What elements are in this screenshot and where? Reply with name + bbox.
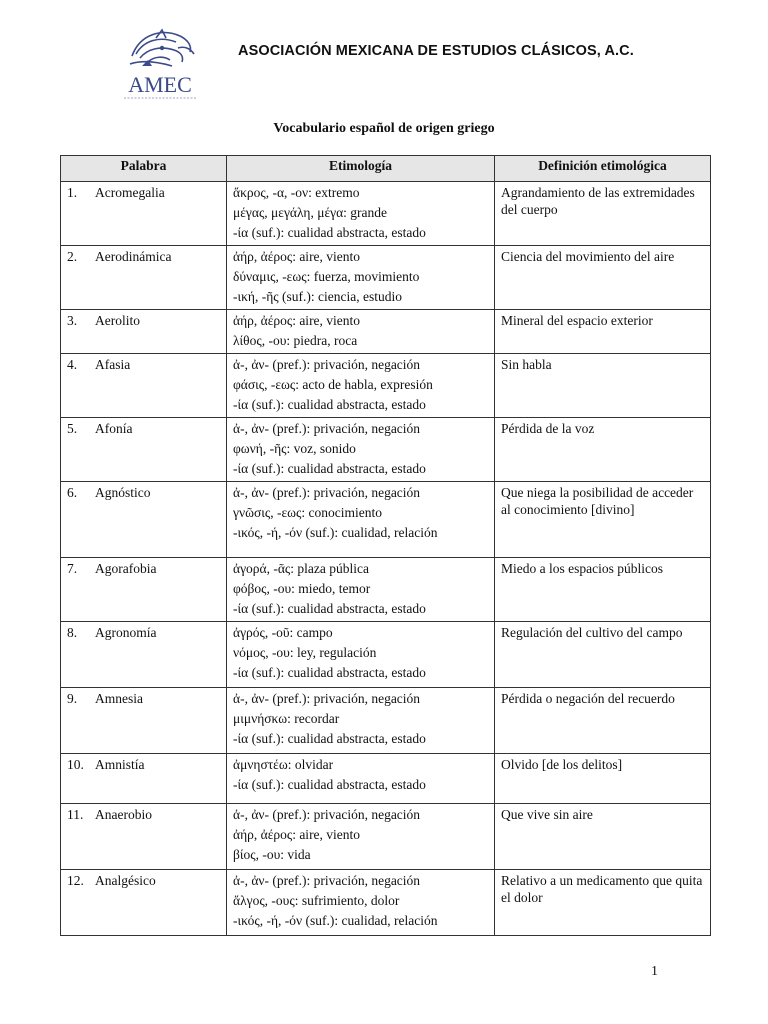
definition-cell: Relativo a un medicamento que quita el dolor [495, 870, 711, 936]
etymology-line: μέγας, μεγάλη, μέγα: grande [233, 205, 388, 220]
etymology-line: -ία (suf.): cualidad abstracta, estado [233, 665, 426, 680]
definition-cell: Pérdida de la voz [495, 418, 711, 482]
etymology-line: δύναμις, -εως: fuerza, movimiento [233, 269, 420, 284]
entry-word: Agronomía [95, 625, 157, 640]
etymology-line: -ία (suf.): cualidad abstracta, estado [233, 731, 426, 746]
word-cell [61, 870, 227, 936]
table-row [61, 804, 711, 870]
etymology-line: νόμος, -ου: ley, regulación [233, 645, 377, 660]
word-cell [61, 482, 227, 558]
word-cell [61, 182, 227, 246]
etymology-cell [227, 754, 495, 804]
etymology-line: φόβος, -ου: miedo, temor [233, 581, 371, 596]
table-row [61, 754, 711, 804]
etymology-line: ἀ-, ἀν- (pref.): privación, negación [233, 421, 421, 436]
page-number: 1 [651, 964, 658, 979]
etymology-line: -ία (suf.): cualidad abstracta, estado [233, 397, 426, 412]
etymology-line: ἀμνηστέω: olvidar [233, 757, 334, 772]
etymology-cell [227, 418, 495, 482]
entry-word: Amnesia [95, 691, 143, 706]
organization-name: ASOCIACIÓN MEXICANA DE ESTUDIOS CLÁSICOS, A.C. [238, 43, 634, 59]
table-row [61, 246, 711, 310]
etymology-line: ἀ-, ἀν- (pref.): privación, negación [233, 807, 421, 822]
etymology-line: -ία (suf.): cualidad abstracta, estado [233, 601, 426, 616]
etymology-line: ἀήρ, ἀέρος: aire, viento [233, 249, 361, 264]
word-cell [61, 558, 227, 622]
etymology-line: βίος, -ου: vida [233, 847, 311, 862]
word-cell [61, 418, 227, 482]
entry-word: Anaerobio [95, 807, 152, 822]
etymology-cell [227, 246, 495, 310]
word-cell [61, 246, 227, 310]
table-row [61, 354, 711, 418]
table-row [61, 870, 711, 936]
entry-word: Aerolito [95, 313, 140, 328]
entry-word: Agorafobia [95, 561, 157, 576]
entry-number: 11. [67, 807, 84, 822]
word-cell [61, 354, 227, 418]
etymology-line: ἄλγος, -ους: sufrimiento, dolor [233, 893, 400, 908]
etymology-line: ἀ-, ἀν- (pref.): privación, negación [233, 873, 421, 888]
table-row [61, 622, 711, 688]
etymology-cell [227, 804, 495, 870]
table-row [61, 182, 711, 246]
table-row [61, 558, 711, 622]
table-row [61, 482, 711, 558]
etymology-line: λίθος, -ου: piedra, roca [233, 333, 358, 348]
etymology-line: -ική, -ῆς (suf.): ciencia, estudio [233, 289, 402, 304]
document-title: Vocabulario español de origen griego [273, 121, 495, 136]
entry-word: Afasia [95, 357, 131, 372]
etymology-line: -ία (suf.): cualidad abstracta, estado [233, 777, 426, 792]
entry-number: 4. [67, 357, 78, 372]
etymology-line: ἀγρός, -οῦ: campo [233, 625, 333, 640]
table-row [61, 310, 711, 354]
entry-number: 2. [67, 249, 78, 264]
table-row [61, 688, 711, 754]
etymology-line: μιμνήσκω: recordar [233, 711, 340, 726]
word-cell [61, 310, 227, 354]
etymology-line: ἄκρος, -α, -ον: extremo [233, 185, 360, 200]
etymology-line: ἀ-, ἀν- (pref.): privación, negación [233, 357, 421, 372]
entry-word: Afonía [95, 421, 133, 436]
entry-number: 3. [67, 313, 78, 328]
etymology-line: ἀγορά, -ᾶς: plaza pública [233, 561, 369, 576]
definition-cell: Agrandamiento de las extremidades del cuerpo [495, 182, 711, 246]
etymology-cell [227, 482, 495, 558]
entry-word: Aerodinámica [95, 249, 172, 264]
entry-number: 1. [67, 185, 78, 200]
etymology-cell [227, 310, 495, 354]
definition-cell: Miedo a los espacios públicos [495, 558, 711, 622]
definition-cell: Ciencia del movimiento del aire [495, 246, 711, 310]
table-header-row [61, 156, 711, 182]
etymology-line: -ία (suf.): cualidad abstracta, estado [233, 225, 426, 240]
definition-cell: Que niega la posibilidad de acceder al conocimiento [divino] [495, 482, 711, 558]
etymology-cell [227, 870, 495, 936]
etymology-line: ἀήρ, ἀέρος: aire, viento [233, 313, 361, 328]
etymology-line: γνῶσις, -εως: conocimiento [233, 505, 382, 520]
column-header-etimologia: Etimología [227, 156, 495, 182]
etymology-line: ἀ-, ἀν- (pref.): privación, negación [233, 691, 421, 706]
etymology-cell [227, 182, 495, 246]
etymology-cell [227, 622, 495, 688]
vocabulary-table [60, 155, 711, 936]
etymology-line: ἀ-, ἀν- (pref.): privación, negación [233, 485, 421, 500]
entry-number: 10. [67, 757, 84, 772]
entry-word: Agnóstico [95, 485, 151, 500]
entry-number: 12. [67, 873, 84, 888]
definition-cell: Sin habla [495, 354, 711, 418]
word-cell [61, 622, 227, 688]
entry-number: 6. [67, 485, 78, 500]
word-cell [61, 754, 227, 804]
column-header-palabra: Palabra [61, 156, 227, 182]
etymology-cell [227, 354, 495, 418]
definition-cell: Que vive sin aire [495, 804, 711, 870]
entry-number: 8. [67, 625, 78, 640]
etymology-cell [227, 688, 495, 754]
entry-word: Acromegalia [95, 185, 165, 200]
column-header-definicion: Definición etimológica [495, 156, 711, 182]
etymology-line: ἀήρ, ἀέρος: aire, viento [233, 827, 361, 842]
etymology-line: -ικός, -ή, -όν (suf.): cualidad, relación [233, 525, 438, 540]
etymology-line: φωνή, -ῆς: voz, sonido [233, 441, 356, 456]
table-row [61, 418, 711, 482]
etymology-line: -ία (suf.): cualidad abstracta, estado [233, 461, 426, 476]
word-cell [61, 804, 227, 870]
entry-number: 5. [67, 421, 78, 436]
definition-cell: Pérdida o negación del recuerdo [495, 688, 711, 754]
definition-cell: Regulación del cultivo del campo [495, 622, 711, 688]
entry-word: Analgésico [95, 873, 156, 888]
etymology-line: -ικός, -ή, -όν (suf.): cualidad, relación [233, 913, 438, 928]
entry-number: 9. [67, 691, 78, 706]
entry-word: Amnistía [95, 757, 145, 772]
entry-number: 7. [67, 561, 78, 576]
etymology-cell [227, 558, 495, 622]
table-body [61, 182, 711, 936]
definition-cell: Olvido [de los delitos] [495, 754, 711, 804]
word-cell [61, 688, 227, 754]
etymology-line: φάσις, -εως: acto de habla, expresión [233, 377, 433, 392]
definition-cell: Mineral del espacio exterior [495, 310, 711, 354]
amec-logo [118, 26, 202, 106]
logo-wordmark: AMEC [128, 72, 192, 97]
